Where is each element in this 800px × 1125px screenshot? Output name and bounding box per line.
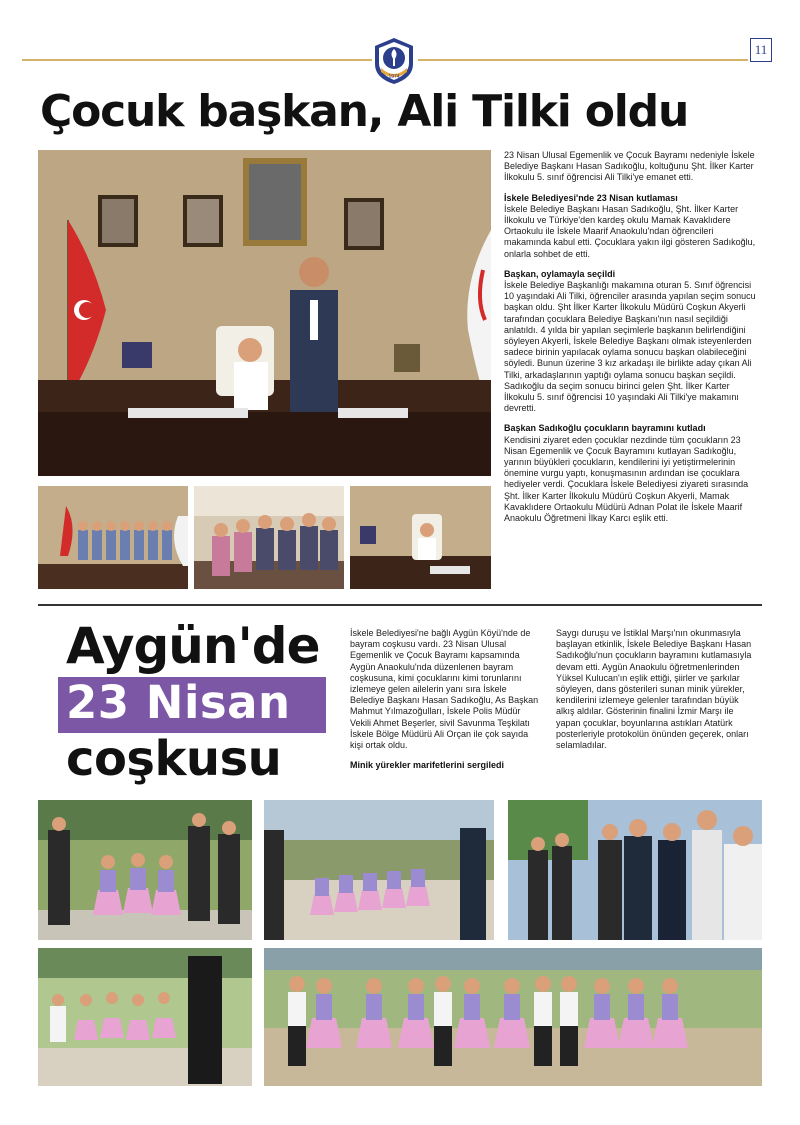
article2-column-2 — [556, 628, 752, 760]
article1-paragraph-1: İskele Belediye Başkanı Hasan Sadıkoğlu, Şht. İlker Karter İlkokulu ve Türkiye'den kardeş okulu Mamak Kavaklıdere Ortaokulu ile İskele Maarif Anaokulu'ndan öğrencileri makamında kabul etti. Çocuklara yakın ilgi gösteren Sadıkoğlu, onlarla sohbet de etti. — [504, 203, 756, 259]
article2-title-line2: 23 Nisan — [66, 676, 291, 729]
article1-subheading-3: Başkan Sadıkoğlu çocukların bayramını kutladı — [504, 423, 706, 434]
article1-subheading-2: Başkan, oylamayla seçildi — [504, 268, 616, 279]
group-photo-2 — [194, 486, 344, 589]
header-rule-right — [418, 59, 748, 61]
section-divider — [38, 604, 762, 606]
event-photo-3 — [508, 800, 762, 940]
article2-title-line1: Aygün'de — [66, 617, 320, 675]
municipality-emblem-icon — [373, 36, 415, 86]
group-photo-1 — [38, 486, 188, 589]
article1-intro: 23 Nisan Ulusal Egemenlik ve Çocuk Bayramı nedeniyle İskele Belediye Başkanı Hasan Sadıkoğlu, koltuğunu Şht. İlker Karter İlkokulu 5. sınıf öğrencisi Ali Tilki'ye emanet etti. — [504, 150, 755, 183]
event-photo-2 — [264, 800, 494, 940]
child-mayor-photo — [350, 486, 491, 589]
event-photo-4 — [38, 948, 252, 1086]
article2-subheading: Minik yürekler marifetlerini sergiledi — [350, 760, 505, 771]
article2-paragraph-1: İskele Belediyesi'ne bağlı Aygün Köyü'nde de bayram coşkusu vardı. 23 Nisan Ulusal Egemenlik ve Çocuk Bayramı kapsamında Aygün Anaokulu'nda düzenlenen bayram coşkusuna, kimi çocuklarını kimi torunlarını izlemeye gelen ailelerin yanı sıra İskele Belediye Başkanı Hasan Sadıkoğlu, As Başkan Mahmut Yılmazoğulları, İskele Polis Müdür Vekili Ahmet Beşerler, sivil Savunma Teşkilatı İskele Bölge Müdürü Ali Orçan ile çok sayıda kişi ortak oldu. — [350, 628, 539, 751]
svg-text:1974: 1974 — [388, 74, 400, 80]
main-photo — [38, 150, 491, 476]
page-number: 11 — [750, 38, 772, 62]
article2-paragraph-2: Saygı duruşu ve İstiklal Marşı'nın okunmasıyla başlayan etkinlik, İskele Belediye Başkanı Hasan Sadıkoğlu'nun çocukların bayramını kutlamasıyla devam etti. Aygün Anaokulu öğretmenlerinden Yüksel Kulucan'ın eşlik ettiği, şiirler ve şarkılar söyleyen, dans gösterileri sunan minik yürekler, kendilerini izlemeye gelenler tarafından büyük alkış aldılar. Gösterinin finalini İzmir Marşı ile yapan çocuklar, boyunlarına astıkları Atatürk posterleriyle protokolün önünden geçerek, onları selamladılar. — [556, 628, 752, 751]
header-rule-left — [22, 59, 372, 61]
article1-text — [504, 150, 758, 533]
article1-subheading-1: İskele Belediyesi'nde 23 Nisan kutlaması — [504, 192, 678, 203]
event-photo-5 — [264, 948, 762, 1086]
headline: Çocuk başkan, Ali Tilki oldu — [40, 86, 689, 137]
article1-paragraph-3: Kendisini ziyaret eden çocuklar nezdinde tüm çocukların 23 Nisan Egemenlik ve Çocuk Bayramını kutlayan Sadıkoğlu, yarının büyükleri çocukların, kendilerini iyi yetiştirmelerinin önemine vurgu yaptı, konuşmasının ardından ise çocuklara hediyeler verdi. Çocuklara İskele Belediyesi ziyareti sırasında Şht. İlker Karter İlkokulu Müdürü Coşkun Akyerli, Mamak Kavaklıdere Ortaokulu Müdürü Adnan Polat ile İskele Maarif Anaokulu Öğretmeni İlkay Karcı eşlik etti. — [504, 434, 749, 524]
article2-title-line3: coşkusu — [66, 731, 282, 787]
event-photo-1 — [38, 800, 252, 940]
article2-column-1 — [350, 628, 540, 771]
article1-paragraph-2: İskele Belediye Başkanlığı makamına oturan 5. Sınıf öğrencisi 10 yaşındaki Ali Tilki, öğrenciler arasında yapılan seçim sonucu başkan oldu. Şht İlker Karter İlkokulu Müdürü Coşkun Akyerli tarafından çocuklara Belediye Başkanı'nın nasıl seçildiği anlatıldı. 4 yılda bir yapılan seçimlerle başkanın belirlendiğini söyleyen Akyerli, İskele Belediye Başkanı olmak isteyenlerden sadece birinin yapılacak oylama sonucu başkan olabileceğini söyledi. Bunun üzerine 3 kız arkadaşı ile birlikte aday çıkan Ali Tilki, arkadaşlarının yaptığı oylama sonucu başkan seçildi. Sadıkoğlu da seçim sonucu birinci gelen Şht. İlker Karter İlkokulu 5. sınıf öğrencisi 10 yaşındaki Ali Tilki'ye makamını devretti. — [504, 280, 756, 414]
